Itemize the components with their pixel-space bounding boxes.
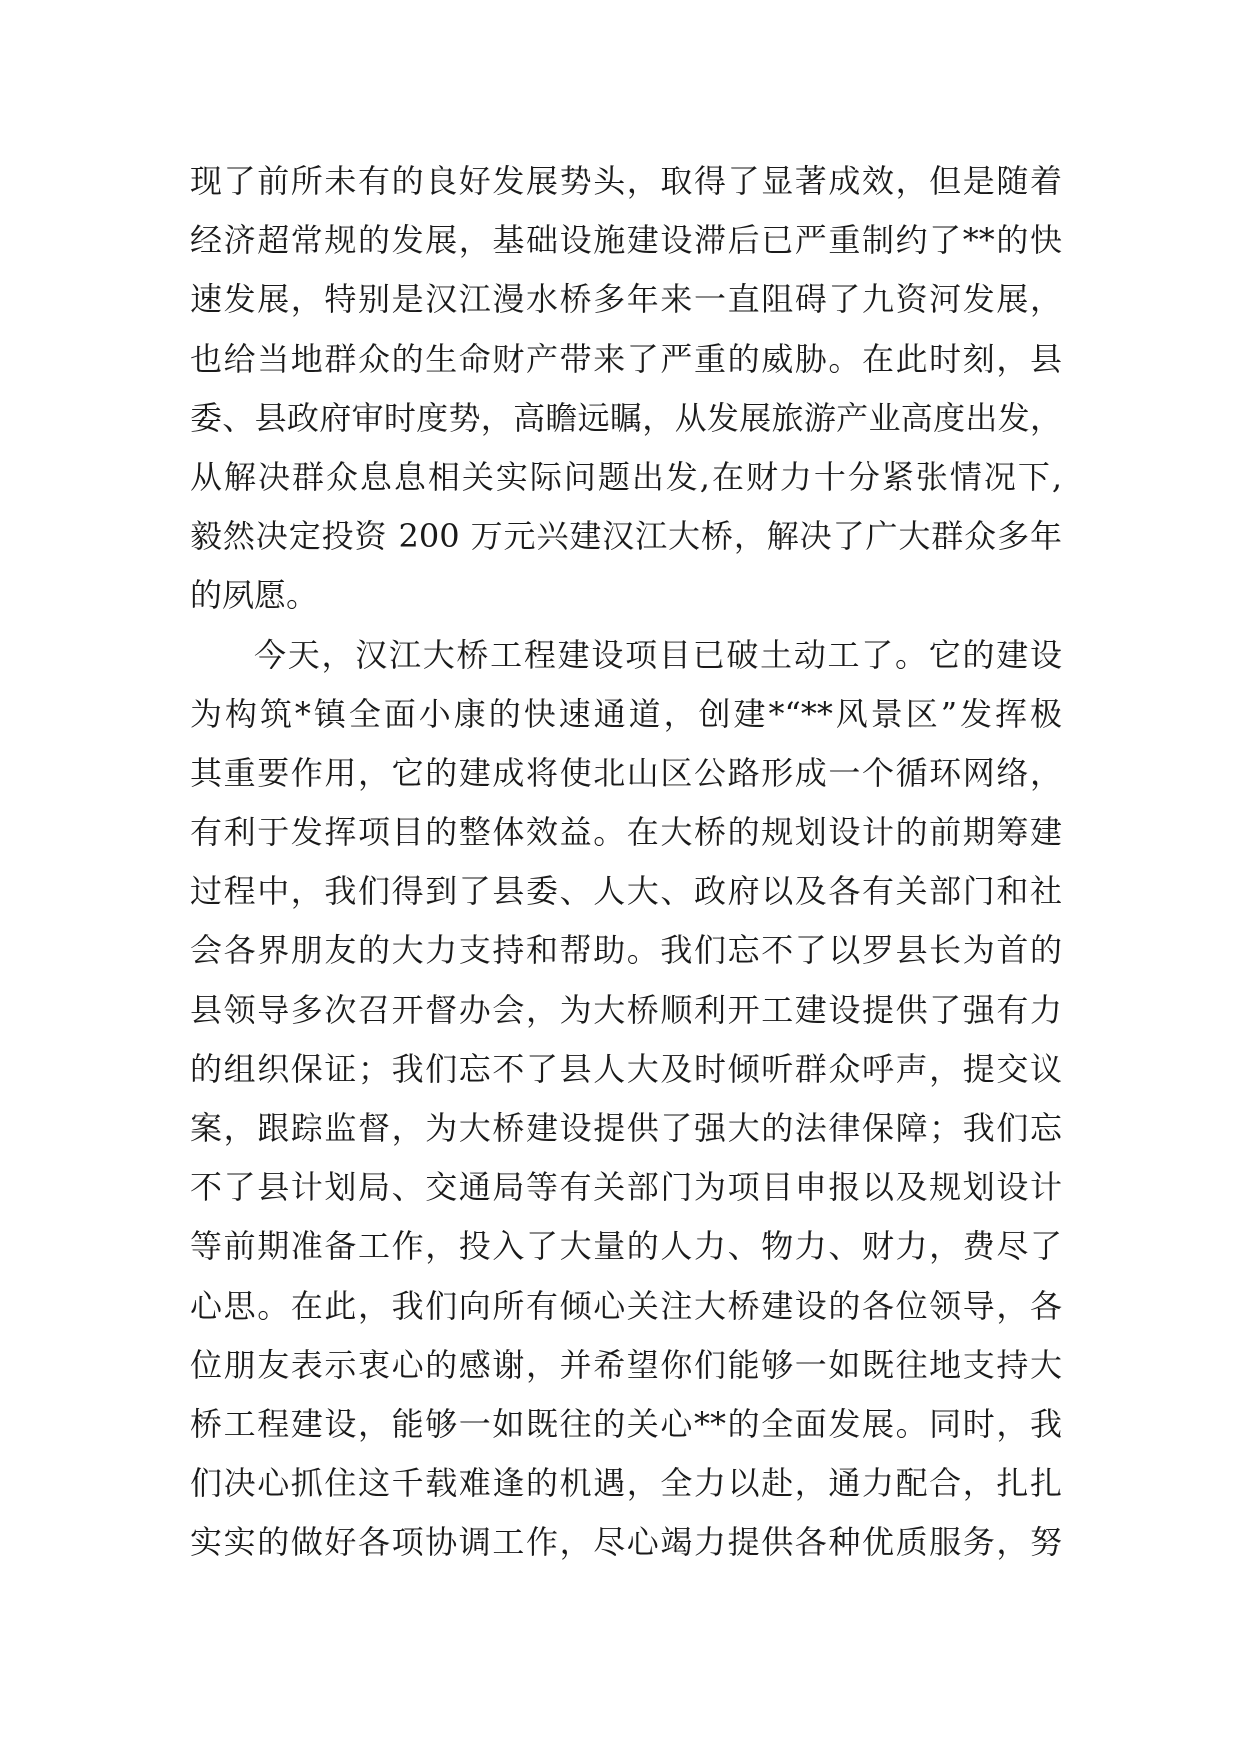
text-line: 速发展，特别是汉江漫水桥多年来一直阻碍了九资河发展， (190, 280, 1062, 319)
text-line: 也给当地群众的生命财产带来了严重的威胁。在此时刻，县 (190, 339, 1062, 378)
text-line: 的夙愿。 (190, 576, 319, 615)
text-line: 从解决群众息息相关实际问题出发,在财力十分紧张情况下, (190, 457, 1062, 496)
body-text (190, 152, 1062, 1573)
text-line: 其重要作用，它的建成将使北山区公路形成一个循环网络， (190, 753, 1062, 792)
text-line: 等前期准备工作，投入了大量的人力、物力、财力，费尽了 (190, 1227, 1062, 1266)
text-line: 的组织保证；我们忘不了县人大及时倾听群众呼声，提交议 (190, 1049, 1062, 1088)
text-line: 县领导多次召开督办会，为大桥顺利开工建设提供了强有力 (190, 990, 1062, 1029)
text-line: 们决心抓住这千载难逢的机遇，全力以赴，通力配合，扎扎 (190, 1464, 1062, 1503)
text-line: 现了前所未有的良好发展势头，取得了显著成效，但是随着 (190, 162, 1062, 200)
text-line: 不了县计划局、交通局等有关部门为项目申报以及规划设计 (190, 1168, 1062, 1207)
text-line: 经济超常规的发展，基础设施建设滞后已严重制约了**的快 (190, 221, 1062, 260)
text-line: 有利于发挥项目的整体效益。在大桥的规划设计的前期筹建 (190, 813, 1062, 852)
text-line: 为构筑*镇全面小康的快速通道，创建*“**风景区”发挥极 (190, 694, 1062, 733)
text-line: 位朋友表示衷心的感谢，并希望你们能够一如既往地支持大 (190, 1345, 1062, 1384)
text-line: 实实的做好各项协调工作，尽心竭力提供各种优质服务，努 (190, 1523, 1062, 1562)
text-line: 桥工程建设，能够一如既往的关心**的全面发展。同时，我 (190, 1404, 1062, 1443)
text-line: 心思。在此，我们向所有倾心关注大桥建设的各位领导，各 (190, 1286, 1062, 1325)
text-line: 过程中，我们得到了县委、人大、政府以及各有关部门和社 (190, 872, 1062, 911)
text-line: 案，跟踪监督，为大桥建设提供了强大的法律保障；我们忘 (190, 1109, 1062, 1147)
text-line: 会各界朋友的大力支持和帮助。我们忘不了以罗县长为首的 (190, 931, 1062, 970)
text-line: 委、县政府审时度势，高瞻远瞩，从发展旅游产业高度出发， (190, 398, 1062, 437)
text-line: 毅然决定投资 200 万元兴建汉江大桥，解决了广大群众多年 (190, 517, 1062, 556)
text-line: 今天，汉江大桥工程建设项目已破土动工了。它的建设 (254, 635, 1062, 674)
